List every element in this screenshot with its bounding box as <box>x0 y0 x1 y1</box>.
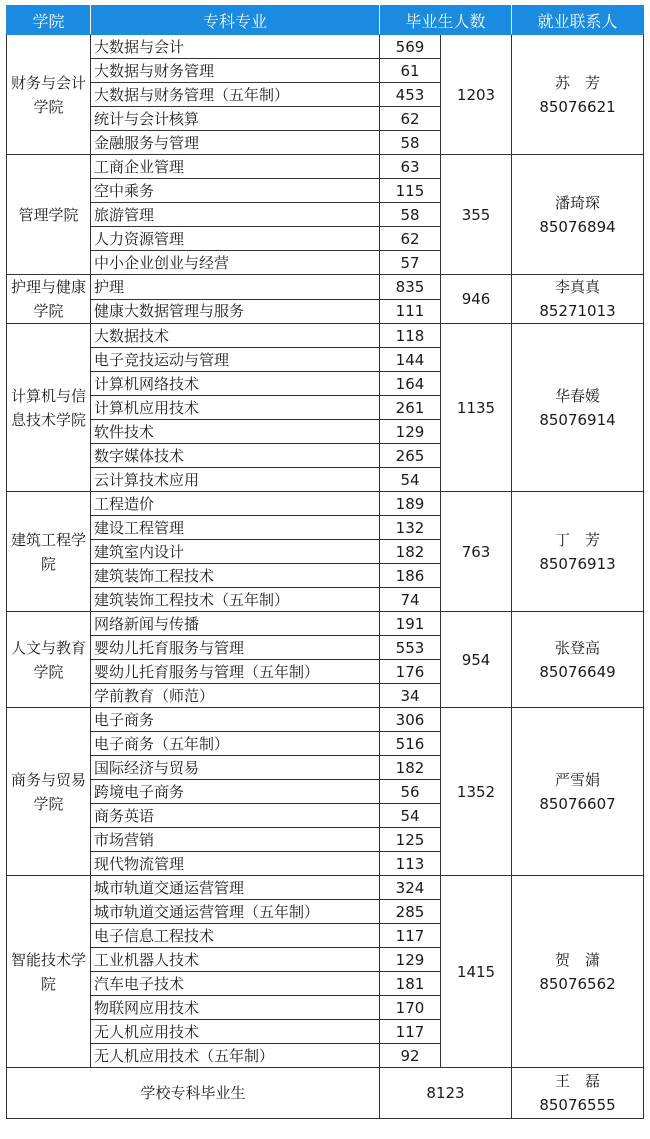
major-name: 商务英语 <box>91 804 380 828</box>
major-name: 工商企业管理 <box>91 155 380 179</box>
college-total: 355 <box>441 155 512 275</box>
major-graduate-count: 129 <box>380 420 441 444</box>
major-graduate-count: 835 <box>380 275 441 300</box>
college-name: 人文与教育学院 <box>7 612 91 708</box>
major-graduate-count: 115 <box>380 179 441 203</box>
major-name: 统计与会计核算 <box>91 107 380 131</box>
major-graduate-count: 62 <box>380 227 441 251</box>
major-name: 建筑室内设计 <box>91 540 380 564</box>
major-graduate-count: 265 <box>380 444 441 468</box>
contact-name: 李真真 <box>555 278 601 296</box>
major-name: 婴幼儿托育服务与管理（五年制） <box>91 660 380 684</box>
table-row <box>7 708 644 732</box>
major-name: 跨境电子商务 <box>91 780 380 804</box>
major-name: 物联网应用技术 <box>91 996 380 1020</box>
major-graduate-count: 191 <box>380 612 441 636</box>
major-name: 软件技术 <box>91 420 380 444</box>
table-header-row <box>7 6 644 35</box>
major-graduate-count: 170 <box>380 996 441 1020</box>
footer-contact <box>512 1068 644 1119</box>
header-major: 专科专业 <box>91 6 380 35</box>
major-name: 国际经济与贸易 <box>91 756 380 780</box>
contact-name: 严雪娟 <box>555 770 601 789</box>
table-row <box>7 492 644 516</box>
major-name: 婴幼儿托育服务与管理 <box>91 636 380 660</box>
major-graduate-count: 261 <box>380 396 441 420</box>
major-name: 无人机应用技术（五年制） <box>91 1044 380 1068</box>
college-total: 1203 <box>441 35 512 155</box>
footer-row <box>7 1068 644 1119</box>
major-graduate-count: 181 <box>380 972 441 996</box>
contact-phone: 85076562 <box>539 974 616 993</box>
major-name: 工业机器人技术 <box>91 948 380 972</box>
table-row <box>7 324 644 348</box>
major-name: 旅游管理 <box>91 203 380 227</box>
major-name: 护理 <box>91 275 380 300</box>
major-name: 城市轨道交通运营管理（五年制） <box>91 900 380 924</box>
footer-label: 学校专科毕业生 <box>7 1068 380 1119</box>
major-name: 云计算技术应用 <box>91 468 380 492</box>
college-total: 946 <box>441 275 512 324</box>
college-name: 建筑工程学院 <box>7 492 91 612</box>
major-name: 电子信息工程技术 <box>91 924 380 948</box>
major-graduate-count: 113 <box>380 852 441 876</box>
header-graduates: 毕业生人数 <box>380 6 512 35</box>
college-contact <box>512 876 644 1068</box>
college-contact <box>512 708 644 876</box>
major-graduate-count: 56 <box>380 780 441 804</box>
major-graduate-count: 118 <box>380 324 441 348</box>
major-name: 工程造价 <box>91 492 380 516</box>
major-name: 空中乘务 <box>91 179 380 203</box>
major-name: 学前教育（师范） <box>91 684 380 708</box>
contact-phone: 85076649 <box>539 662 616 681</box>
college-name: 智能技术学院 <box>7 876 91 1068</box>
table-row <box>7 612 644 636</box>
major-name: 电子商务（五年制） <box>91 732 380 756</box>
college-contact <box>512 324 644 492</box>
major-name: 大数据与财务管理（五年制） <box>91 83 380 107</box>
contact-phone: 85076607 <box>539 794 616 813</box>
major-graduate-count: 516 <box>380 732 441 756</box>
contact-phone: 85076914 <box>539 410 616 429</box>
major-name: 金融服务与管理 <box>91 131 380 155</box>
major-name: 建筑装饰工程技术（五年制） <box>91 588 380 612</box>
major-name: 计算机网络技术 <box>91 372 380 396</box>
major-graduate-count: 182 <box>380 756 441 780</box>
major-graduate-count: 569 <box>380 35 441 59</box>
contact-name: 贺 潇 <box>555 950 601 969</box>
major-graduate-count: 453 <box>380 83 441 107</box>
college-total: 954 <box>441 612 512 708</box>
major-name: 汽车电子技术 <box>91 972 380 996</box>
header-college: 学院 <box>7 6 91 35</box>
major-graduate-count: 125 <box>380 828 441 852</box>
major-graduate-count: 54 <box>380 804 441 828</box>
college-name: 管理学院 <box>7 155 91 275</box>
major-name: 中小企业创业与经营 <box>91 251 380 275</box>
major-graduate-count: 164 <box>380 372 441 396</box>
major-graduate-count: 61 <box>380 59 441 83</box>
major-graduate-count: 58 <box>380 131 441 155</box>
major-graduate-count: 324 <box>380 876 441 900</box>
table-row <box>7 876 644 900</box>
college-total: 1135 <box>441 324 512 492</box>
college-contact <box>512 492 644 612</box>
college-name: 计算机与信息技术学院 <box>7 324 91 492</box>
major-graduate-count: 117 <box>380 1020 441 1044</box>
college-contact <box>512 612 644 708</box>
major-graduate-count: 92 <box>380 1044 441 1068</box>
header-contact: 就业联系人 <box>512 6 644 35</box>
major-graduate-count: 189 <box>380 492 441 516</box>
major-graduate-count: 74 <box>380 588 441 612</box>
major-name: 城市轨道交通运营管理 <box>91 876 380 900</box>
major-name: 健康大数据管理与服务 <box>91 299 380 324</box>
major-graduate-count: 54 <box>380 468 441 492</box>
major-graduate-count: 285 <box>380 900 441 924</box>
contact-name: 苏 芳 <box>555 73 601 92</box>
contact-phone: 85076913 <box>539 554 616 573</box>
graduate-table <box>6 5 644 1119</box>
major-graduate-count: 186 <box>380 564 441 588</box>
college-name: 财务与会计学院 <box>7 35 91 155</box>
contact-name: 丁 芳 <box>555 530 601 549</box>
major-name: 建设工程管理 <box>91 516 380 540</box>
contact-phone: 85076621 <box>539 97 616 116</box>
major-name: 网络新闻与传播 <box>91 612 380 636</box>
college-name: 商务与贸易学院 <box>7 708 91 876</box>
major-graduate-count: 62 <box>380 107 441 131</box>
contact-phone: 85271013 <box>539 302 616 320</box>
college-contact <box>512 275 644 324</box>
college-total: 1415 <box>441 876 512 1068</box>
footer-total: 8123 <box>380 1068 512 1119</box>
major-graduate-count: 144 <box>380 348 441 372</box>
major-graduate-count: 182 <box>380 540 441 564</box>
major-graduate-count: 553 <box>380 636 441 660</box>
major-name: 电子竞技运动与管理 <box>91 348 380 372</box>
major-name: 电子商务 <box>91 708 380 732</box>
major-graduate-count: 57 <box>380 251 441 275</box>
major-name: 大数据技术 <box>91 324 380 348</box>
major-name: 无人机应用技术 <box>91 1020 380 1044</box>
contact-name: 张登高 <box>555 638 601 657</box>
college-contact <box>512 155 644 275</box>
major-name: 计算机应用技术 <box>91 396 380 420</box>
college-contact <box>512 35 644 155</box>
college-name: 护理与健康学院 <box>7 275 91 324</box>
major-graduate-count: 34 <box>380 684 441 708</box>
college-total: 763 <box>441 492 512 612</box>
contact-phone: 85076894 <box>539 217 616 236</box>
major-name: 现代物流管理 <box>91 852 380 876</box>
college-total: 1352 <box>441 708 512 876</box>
major-graduate-count: 129 <box>380 948 441 972</box>
major-graduate-count: 58 <box>380 203 441 227</box>
major-graduate-count: 176 <box>380 660 441 684</box>
table-row <box>7 35 644 59</box>
major-graduate-count: 132 <box>380 516 441 540</box>
footer-contact-phone: 85076555 <box>539 1096 616 1114</box>
table-body <box>7 35 644 1068</box>
contact-name: 华春媛 <box>555 386 601 405</box>
major-name: 建筑装饰工程技术 <box>91 564 380 588</box>
major-name: 大数据与会计 <box>91 35 380 59</box>
major-graduate-count: 117 <box>380 924 441 948</box>
major-graduate-count: 63 <box>380 155 441 179</box>
major-graduate-count: 111 <box>380 299 441 324</box>
major-name: 人力资源管理 <box>91 227 380 251</box>
table-row <box>7 275 644 300</box>
major-name: 数字媒体技术 <box>91 444 380 468</box>
major-name: 大数据与财务管理 <box>91 59 380 83</box>
major-graduate-count: 306 <box>380 708 441 732</box>
major-name: 市场营销 <box>91 828 380 852</box>
contact-name: 潘琦琛 <box>555 193 601 212</box>
table-row <box>7 155 644 179</box>
footer-contact-name: 王 磊 <box>555 1072 601 1090</box>
